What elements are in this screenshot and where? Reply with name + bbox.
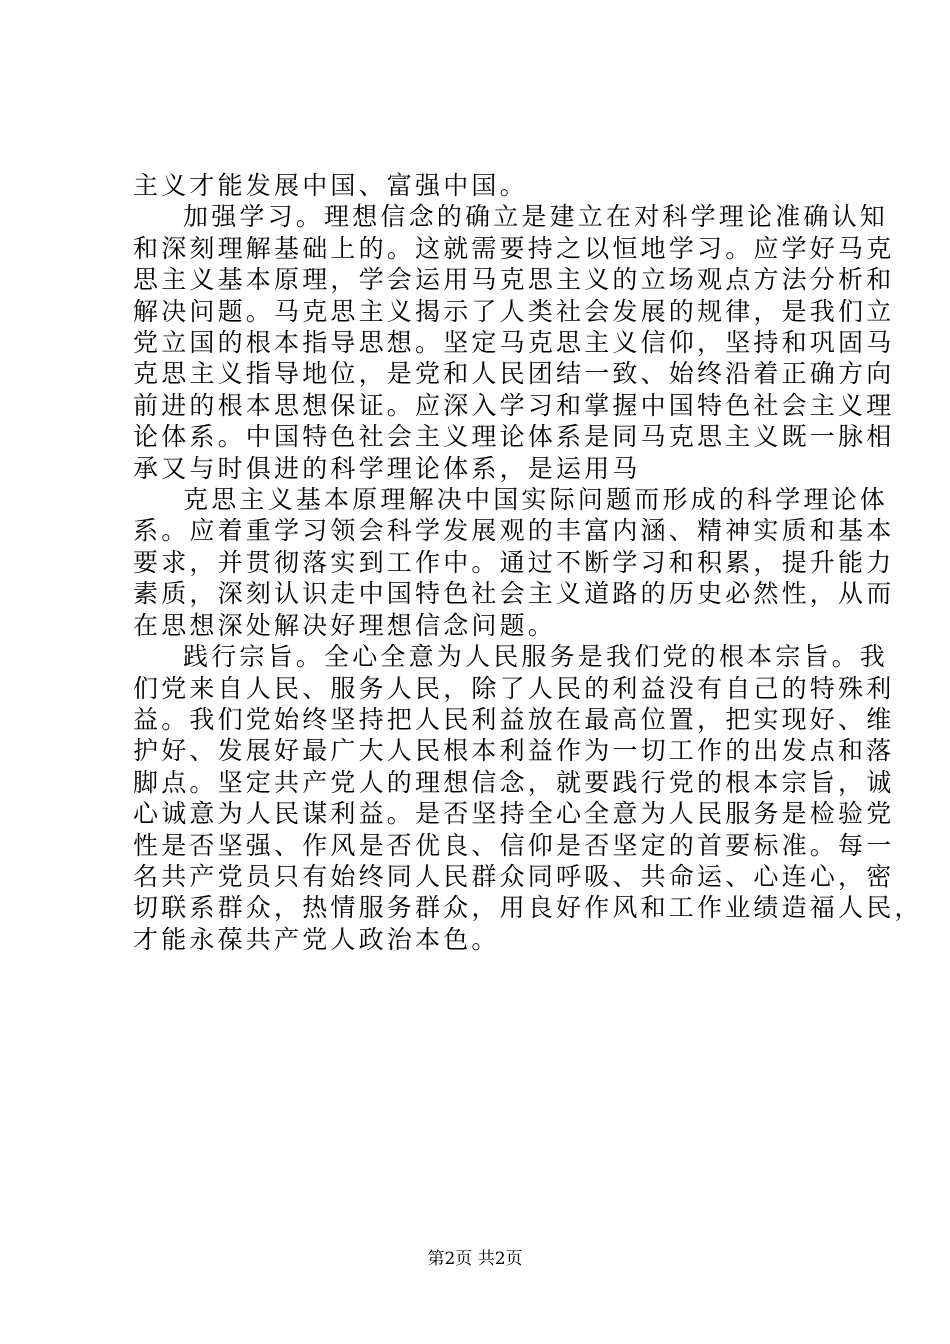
text-line: 们党来自人民、服务人民，除了人民的利益没有自己的特殊利 [133,673,895,703]
text-line: 脚点。坚定共产党人的理想信念，就要践行党的根本宗旨，诚 [133,767,895,797]
text-line: 克思主义指导地位，是党和人民团结一致、始终沿着正确方向 [133,359,895,389]
paragraph [133,201,895,484]
text-line: 前进的根本思想保证。应深入学习和掌握中国特色社会主义理 [133,390,895,420]
text-line: 解决问题。马克思主义揭示了人类社会发展的规律，是我们立 [133,296,895,326]
text-line: 主义才能发展中国、富强中国。 [133,171,528,200]
text-line: 切联系群众，热情服务群众，用良好作风和工作业绩造福人民， [133,893,923,923]
text-line: 要求，并贯彻落实到工作中。通过不断学习和积累，提升能力 [133,547,895,577]
text-line: 和深刻理解基础上的。这就需要持之以恒地学习。应学好马克 [133,233,895,263]
text-line: 加强学习。理想信念的确立是建立在对科学理论准确认知 [183,202,889,232]
text-line: 才能永葆共产党人政治本色。 [133,924,500,954]
text-line: 思主义基本原理，学会运用马克思主义的立场观点方法分析和 [133,265,895,295]
text-line: 心诚意为人民谋利益。是否坚持全心全意为人民服务是检验党 [133,799,895,829]
text-line: 践行宗旨。全心全意为人民服务是我们党的根本宗旨。我 [183,642,889,672]
text-line: 护好、发展好最广大人民根本利益作为一切工作的出发点和落 [133,736,895,766]
text-line: 系。应着重学习领会科学发展观的丰富内涵、精神实质和基本 [133,516,895,546]
document-body [133,170,923,955]
text-line: 论体系。中国特色社会主义理论体系是同马克思主义既一脉相 [133,422,895,452]
text-line: 素质，深刻认识走中国特色社会主义道路的历史必然性，从而 [133,579,895,609]
text-line: 在思想深处解决好理想信念问题。 [133,610,557,640]
paragraph [133,484,895,641]
paragraph [133,170,833,201]
text-line: 性是否坚强、作风是否优良、信仰是否坚定的首要标准。每一 [133,830,895,860]
page-footer: 第2页 共2页 [427,1249,523,1269]
text-line: 益。我们党始终坚持把人民利益放在最高位置，把实现好、维 [133,704,895,734]
paragraph [133,641,923,955]
text-line: 承又与时俱进的科学理论体系，是运用马 [133,453,641,483]
text-line: 名共产党员只有始终同人民群众同呼吸、共命运、心连心，密 [133,861,895,891]
text-line: 党立国的根本指导思想。坚定马克思主义信仰，坚持和巩固马 [133,328,895,358]
text-line: 克思主义基本原理解决中国实际问题而形成的科学理论体 [183,485,889,515]
